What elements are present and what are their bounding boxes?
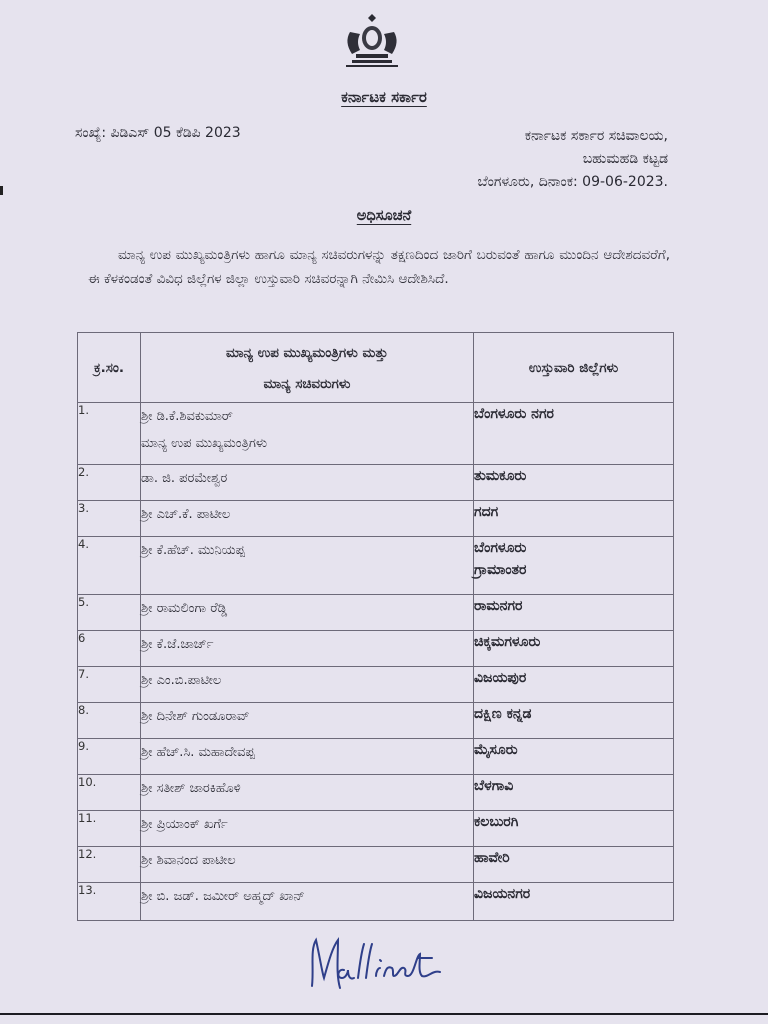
minister-designation: ಮಾನ್ಯ ಉಪ ಮುಖ್ಯಮಂತ್ರಿಗಳು xyxy=(141,436,268,451)
district-cell xyxy=(474,537,674,595)
table-row xyxy=(78,883,674,921)
header-minister-line2: ಮಾನ್ಯ ಸಚಿವರುಗಳು xyxy=(263,375,351,392)
district-cell: ಗದಗ xyxy=(474,501,674,537)
district-cell: ತುಮಕೂರು xyxy=(474,465,674,501)
minister-cell: ಶ್ರೀ ಎಂ.ಬಿ.ಪಾಟೀಲ xyxy=(141,667,474,703)
serial-cell: 9. xyxy=(78,739,141,775)
office-address xyxy=(478,125,668,194)
table-row xyxy=(78,537,674,595)
minister-cell: ಶ್ರೀ ಪ್ರಿಯಾಂಕ್ ಖರ್ಗೆ xyxy=(141,811,474,847)
header-minister-line1: ಮಾನ್ಯ ಉಪ ಮುಖ್ಯಮಂತ್ರಿಗಳು ಮತ್ತು xyxy=(226,344,388,361)
minister-cell: ಶ್ರೀ ಬಿ. ಜಡ್. ಜಮೀರ್ ಅಹ್ಮದ್ ಖಾನ್ xyxy=(141,883,474,921)
minister-cell: ಶ್ರೀ ಕೆ.ಜೆ.ಜಾರ್ಜ್ xyxy=(141,631,474,667)
table-header-row xyxy=(78,333,674,403)
district-cell: ಚಿಕ್ಕಮಗಳೂರು xyxy=(474,631,674,667)
scan-edge-mark xyxy=(0,186,3,195)
serial-cell: 7. xyxy=(78,667,141,703)
address-date-line: ಬೆಂಗಳೂರು, ದಿನಾಂಕ: 09-06-2023. xyxy=(477,174,668,190)
state-emblem-icon xyxy=(336,10,408,70)
address-line: ಕರ್ನಾಟಕ ಸರ್ಕಾರ ಸಚಿವಾಲಯ, xyxy=(524,128,668,144)
table-row xyxy=(78,631,674,667)
minister-cell: ಶ್ರೀ ದಿನೇಶ್ ಗುಂಡೂರಾವ್ xyxy=(141,703,474,739)
serial-cell: 2. xyxy=(78,465,141,501)
notification-heading: ಅಧಿಸೂಚನೆ xyxy=(356,208,412,224)
notification-body: ಮಾನ್ಯ ಉಪ ಮುಖ್ಯಮಂತ್ರಿಗಳು ಹಾಗೂ ಮಾನ್ಯ ಸಚಿವರುಗಳನ್ನು ತಕ್ಷಣದಿಂದ ಜಾರಿಗೆ ಬರುವಂತೆ ಹಾಗೂ ಮುಂದಿನ ಆದೇಶದವರೆಗೆ, ಈ ಕೆಳಕಂಡಂತೆ ವಿವಿಧ ಜಿಲ್ಲೆಗಳ ಜಿಲ್ಲಾ ಉಸ್ತುವಾರಿ ಸಚಿವರನ್ನಾಗಿ ನೇಮಿಸಿ ಆದೇಶಿಸಿದೆ. xyxy=(88,247,670,287)
serial-cell: 6 xyxy=(78,631,141,667)
table-row xyxy=(78,595,674,631)
table-row xyxy=(78,465,674,501)
table-row xyxy=(78,403,674,465)
government-title: ಕರ್ನಾಟಕ ಸರ್ಕಾರ xyxy=(341,88,427,106)
serial-cell: 10. xyxy=(78,775,141,811)
table-row xyxy=(78,703,674,739)
district-cell: ದಕ್ಷಿಣ ಕನ್ನಡ xyxy=(474,703,674,739)
serial-cell: 5. xyxy=(78,595,141,631)
district-cell: ವಿಜಯನಗರ xyxy=(474,883,674,921)
table-row xyxy=(78,775,674,811)
minister-cell: ಶ್ರೀ ಕೆ.ಹೆಚ್. ಮುನಿಯಪ್ಪ xyxy=(141,537,474,595)
serial-cell: 8. xyxy=(78,703,141,739)
address-line: ಬಹುಮಹಡಿ ಕಟ್ಟಡ xyxy=(582,151,668,167)
page-bottom-edge xyxy=(0,1013,768,1015)
minister-cell: ಶ್ರೀ ಸತೀಶ್ ಜಾರಕಿಹೊಳಿ xyxy=(141,775,474,811)
minister-cell: ಶ್ರೀ ಎಚ್.ಕೆ. ಪಾಟೀಲ xyxy=(141,501,474,537)
header-serial: ಕ್ರ.ಸಂ. xyxy=(78,333,141,403)
table-row xyxy=(78,739,674,775)
serial-cell: 13. xyxy=(78,883,141,921)
minister-district-table xyxy=(77,332,674,921)
serial-cell: 4. xyxy=(78,537,141,595)
minister-cell xyxy=(141,403,474,465)
district-cell: ಬೆಂಗಳೂರು ನಗರ xyxy=(474,403,674,465)
district-cell: ಮೈಸೂರು xyxy=(474,739,674,775)
district-cell: ರಾಮನಗರ xyxy=(474,595,674,631)
serial-cell: 11. xyxy=(78,811,141,847)
minister-cell: ಶ್ರೀ ಹೆಚ್.ಸಿ. ಮಹಾದೇವಪ್ಪ xyxy=(141,739,474,775)
header-district: ಉಸ್ತುವಾರಿ ಜಿಲ್ಲೆಗಳು xyxy=(474,333,674,403)
header-minister xyxy=(141,333,474,403)
handwritten-signature xyxy=(300,928,470,998)
minister-name: ಶ್ರೀ ಡಿ.ಕೆ.ಶಿವಕುಮಾರ್ xyxy=(141,409,233,424)
reference-number: ಸಂಖ್ಯೆ: ಪಿಡಿಎಸ್ 05 ಕೆಡಿಪಿ 2023 xyxy=(75,125,241,141)
district-line: ಗ್ರಾಮಾಂತರ xyxy=(474,562,527,578)
table-row xyxy=(78,501,674,537)
district-cell: ವಿಜಯಪುರ xyxy=(474,667,674,703)
table-row xyxy=(78,847,674,883)
district-line: ಬೆಂಗಳೂರು xyxy=(474,540,527,556)
serial-cell: 1. xyxy=(78,403,141,465)
district-cell: ಕಲಬುರಗಿ xyxy=(474,811,674,847)
serial-cell: 3. xyxy=(78,501,141,537)
minister-cell: ಡಾ. ಜಿ. ಪರಮೇಶ್ವರ xyxy=(141,465,474,501)
table-row xyxy=(78,667,674,703)
district-cell: ಹಾವೇರಿ xyxy=(474,847,674,883)
district-cell: ಬೆಳಗಾವಿ xyxy=(474,775,674,811)
minister-cell: ಶ್ರೀ ಶಿವಾನಂದ ಪಾಟೀಲ xyxy=(141,847,474,883)
serial-cell: 12. xyxy=(78,847,141,883)
minister-cell: ಶ್ರೀ ರಾಮಲಿಂಗಾ ರೆಡ್ಡಿ xyxy=(141,595,474,631)
table-row xyxy=(78,811,674,847)
